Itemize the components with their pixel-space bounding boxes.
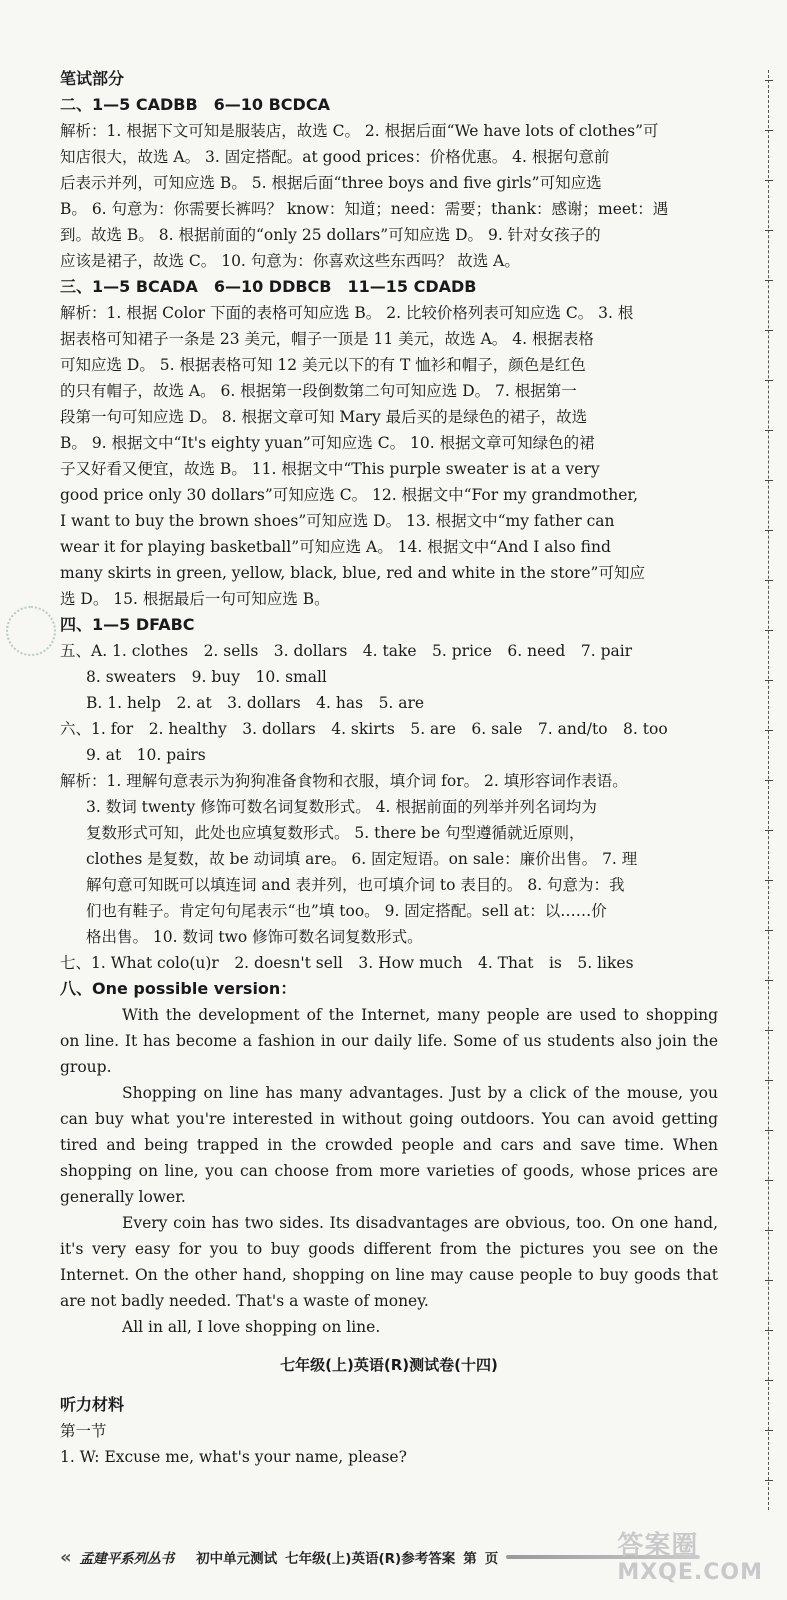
essay-paragraph: All in all, I love shopping on line.	[122, 1318, 381, 1336]
site-watermark	[617, 1525, 763, 1585]
listening-first-line: 1. W: Excuse me, what's your name, please?	[60, 1448, 407, 1466]
analysis-line: 的只有帽子，故选 A。 6. 根据第一段倒数第二句可知应选 D。 7. 根据第一	[60, 382, 577, 400]
analysis-line: 可知应选 D。 5. 根据表格可知 12 美元以下的有 T 恤衫和帽子，颜色是红色	[60, 356, 586, 374]
model-essay	[60, 1002, 718, 1340]
analysis-line: B。 9. 根据文中“It's eighty yuan”可知应选 C。 10. 根据文章可知绿色的裙	[60, 434, 595, 452]
section-5-answers	[60, 638, 718, 716]
essay-paragraph: Shopping on line has many advantages. Just by a click of the mouse, you can buy what you're interested in without going outdoors. You can avoid getting tired and being trapped in the crowded people and cars and save time. When shopping on line, you can choose from more varieties of goods, whose prices are generally lower.	[60, 1084, 718, 1206]
section-6-answers	[60, 716, 718, 768]
analysis-line: 解析：1. 根据 Color 下面的表格可知应选 B。 2. 比较价格列表可知应选 C。 3. 根	[60, 304, 634, 322]
analysis-line: B。 6. 句意为：你需要长裤吗？ know：知道；need：需要；thank：感谢；meet：遇	[60, 200, 669, 218]
essay-paragraph: With the development of the Internet, many people are used to shopping on line. It has become a fashion in our daily life. Some of us students also join the group.	[60, 1006, 718, 1076]
analysis-line: 子又好看又便宜，故选 B。 11. 根据文中“This purple sweater is at a very	[60, 460, 600, 478]
answer-line: B. 1. help 2. at 3. dollars 4. has 5. are	[86, 694, 425, 712]
analysis-line: 解析：1. 根据下文可知是服装店，故选 C。 2. 根据后面“We have lots of clothes”可	[60, 122, 659, 140]
analysis-line: 解析：1. 理解句意表示为狗狗准备食物和衣服，填介词 for。 2. 填形容词作表语。	[60, 772, 628, 790]
answer-line: 9. at 10. pairs	[86, 746, 206, 764]
page-footer	[60, 1542, 700, 1572]
section-6-analysis	[60, 768, 718, 950]
answer-line: 六、1. for 2. healthy 3. dollars 4. skirts 5. are 6. sale 7. and/to 8. too	[60, 720, 668, 738]
watermark-url: MXQE.COM	[617, 1560, 763, 1585]
answer-key-content	[60, 66, 718, 1470]
section-2-analysis	[60, 118, 718, 274]
answer-line: 五、A. 1. clothes 2. sells 3. dollars 4. take 5. price 6. need 7. pair	[60, 642, 633, 660]
analysis-line: 据表格可知裙子一条是 23 美元，帽子一顶是 11 美元，故选 A。 4. 根据表格	[60, 330, 594, 348]
section-3-analysis	[60, 300, 718, 612]
analysis-line: clothes 是复数，故 be 动词填 are。 6. 固定短语。on sale：廉价出售。 7. 理	[86, 850, 638, 868]
section-7-answers: 七、1. What colo(u)r 2. doesn't sell 3. How much 4. That is 5. likes	[60, 954, 634, 972]
analysis-line: many skirts in green, yellow, black, blue, red and white in the store”可知应	[60, 564, 645, 582]
footer-book: 初中单元测试	[196, 1551, 278, 1567]
listening-heading: 听力材料	[60, 1395, 125, 1414]
answer-line: 8. sweaters 9. buy 10. small	[86, 668, 327, 686]
faded-stamp-mark	[6, 606, 56, 656]
analysis-line: 到。故选 B。 8. 根据前面的“only 25 dollars”可知应选 D。 9. 针对女孩子的	[60, 226, 601, 244]
section-4-answers: 四、1—5 DFABC	[60, 615, 195, 634]
analysis-line: 们也有鞋子。肯定句句尾表示“也”填 too。 9. 固定搭配。sell at：以……价	[86, 902, 607, 920]
watermark-text: 答案圈	[617, 1531, 699, 1561]
analysis-line: 后表示并列，可知应选 B。 5. 根据后面“three boys and five girls”可知应选	[60, 174, 602, 192]
analysis-line: 3. 数词 twenty 修饰可数名词复数形式。 4. 根据前面的列举并列名词均为	[86, 798, 597, 816]
analysis-line: I want to buy the brown shoes”可知应选 D。 13. 根据文中“my father can	[60, 512, 615, 530]
analysis-line: 应该是裙子，故选 C。 10. 句意为：你喜欢这些东西吗？ 故选 A。	[60, 252, 520, 270]
footer-series: 孟建平系列丛书	[79, 1551, 175, 1567]
footer-page-suffix: 页	[484, 1551, 499, 1567]
analysis-line: wear it for playing basketball”可知应选 A。 14. 根据文中“And I also find	[60, 538, 611, 556]
section-8-heading: 八、One possible version：	[60, 979, 297, 998]
test-title: 七年级(上)英语(R)测试卷(十四)	[280, 1356, 498, 1374]
section-2-answers: 二、1—5 CADBB 6—10 BCDCA	[60, 95, 330, 114]
footer-subject: 七年级(上)英语(R)参考答案	[285, 1551, 456, 1567]
analysis-line: good price only 30 dollars”可知应选 C。 12. 根据文中“For my grandmother,	[60, 486, 639, 504]
footer-page-prefix: 第	[463, 1551, 477, 1567]
analysis-line: 解句意可知既可以填连词 and 表并列，也可填介词 to 表目的。 8. 句意为：我	[86, 876, 625, 894]
analysis-line: 选 D。 15. 根据最后一句可知应选 B。	[60, 590, 330, 608]
binding-cut-line	[768, 70, 769, 1510]
analysis-line: 复数形式可知，此处也应填复数形式。 5. there be 句型遵循就近原则，	[86, 824, 585, 842]
listening-part: 第一节	[60, 1422, 107, 1440]
double-chevron-left-icon: «	[60, 1546, 72, 1568]
analysis-line: 段第一句可知应选 D。 8. 根据文章可知 Mary 最后买的是绿色的裙子，故选	[60, 408, 588, 426]
analysis-line: 知店很大，故选 A。 3. 固定搭配。at good prices：价格优惠。 4. 根据句意前	[60, 148, 610, 166]
written-part-heading: 笔试部分	[60, 69, 125, 88]
section-3-answers: 三、1—5 BCADA 6—10 DDBCB 11—15 CDADB	[60, 277, 477, 296]
essay-paragraph: Every coin has two sides. Its disadvantages are obvious, too. On one hand, it's very easy for you to buy goods different from the pictures you see on the Internet. On the other hand, shopping on line may cause people to buy goods that are not badly needed. That's a waste of money.	[60, 1214, 718, 1310]
analysis-line: 格出售。 10. 数词 two 修饰可数名词复数形式。	[86, 928, 423, 946]
